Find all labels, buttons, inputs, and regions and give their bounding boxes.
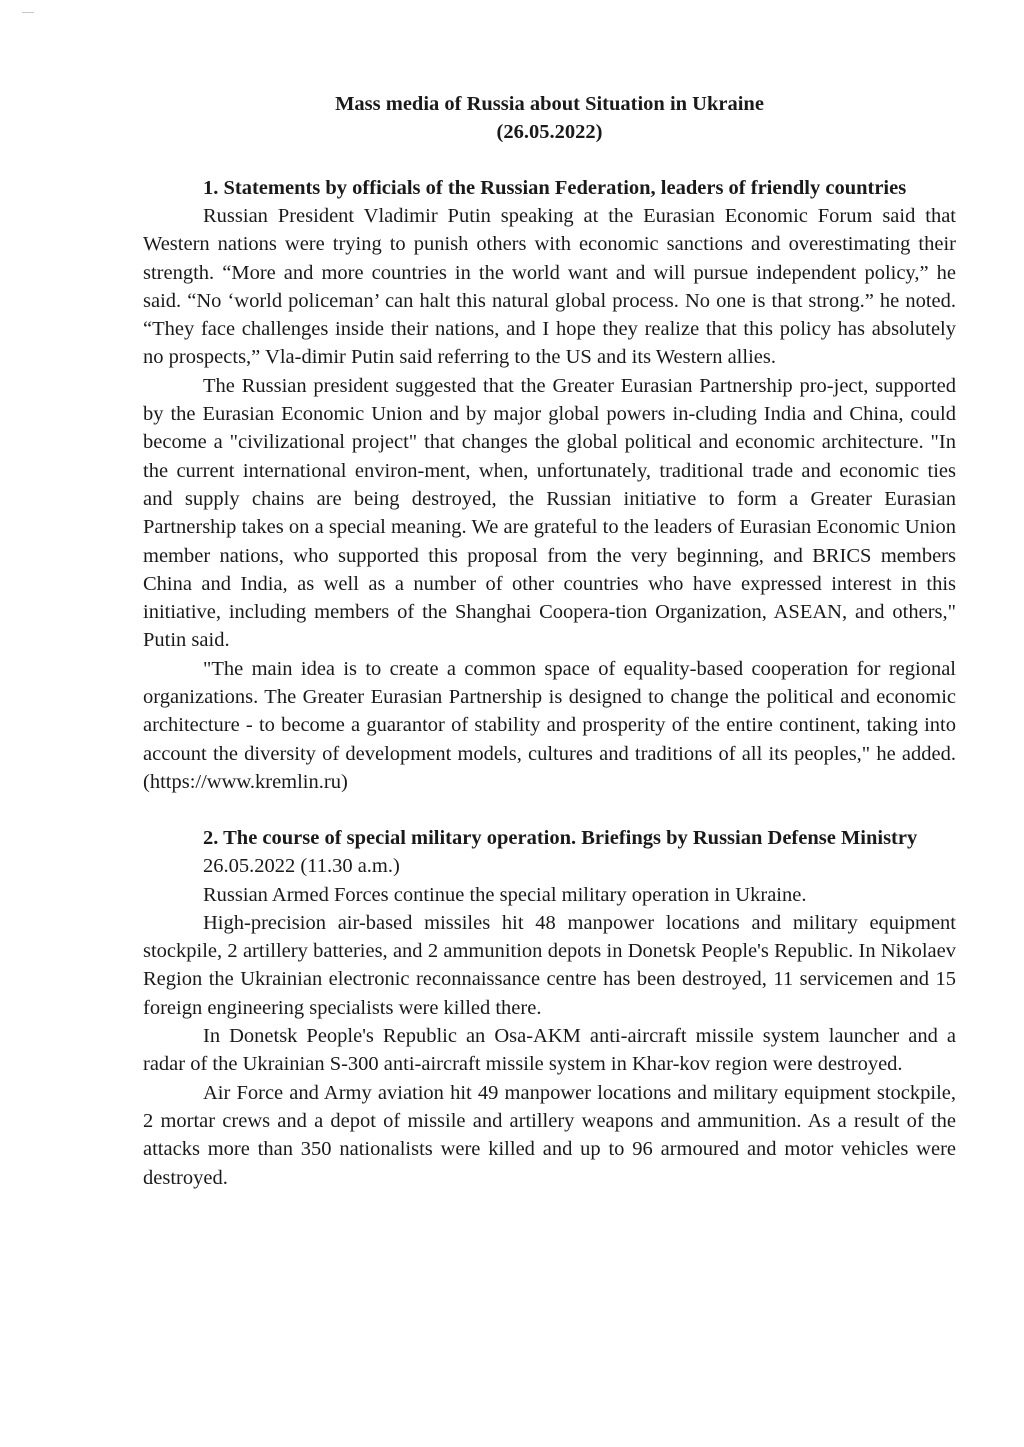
title-line-1: Mass media of Russia about Situation in Ukraine — [335, 93, 764, 115]
paragraph: The Russian president suggested that the Greater Eurasian Partnership pro-ject, supported by the Eurasian Economic Union and by major global powers in-cluding India and China, could become a "civilizational project" that changes the global political and economic architecture. "In the current international environ-ment, when, unfortunately, traditional trade and economic ties and supply chains are being destroyed, the Russian initiative to form a Greater Eurasian Partnership takes on a special meaning. We are grateful to the leaders of Eurasian Economic Union member nations, who supported this proposal from the very beginning, and BRICS members China and India, as well as a number of other countries who have expressed interest in this initiative, including members of the Shanghai Coopera-tion Organization, ASEAN, and others," Putin said. — [143, 374, 956, 652]
document-title — [143, 90, 956, 146]
paragraph: "The main idea is to create a common space of equality-based cooperation for regional organizations. The Greater Eurasian Partnership is designed to change the political and economic architecture - to become a guarantor of stability and prosperity of the entire continent, taking into account the diversity of development models, cultures and traditions of all its peoples," he added. (https://www.kremlin.ru) — [143, 657, 956, 793]
title-spacer — [143, 146, 956, 174]
paragraph: High-precision air-based missiles hit 48 manpower locations and military equipment stockpile, 2 artillery batteries, and 2 ammunition depots in Donetsk People's Republic. In Nikolaev Region the Ukrainian electronic reconnaissance centre has been destroyed, 11 servicemen and 15 foreign engineering specialists were killed there. — [143, 911, 956, 1019]
section-military-operation — [143, 824, 956, 1192]
paragraph: Russian Armed Forces continue the special military operation in Ukraine. — [203, 883, 807, 906]
paragraph: Air Force and Army aviation hit 49 manpower locations and military equipment stockpile, 2 mortar crews and a depot of missile and artillery weapons and ammunition. As a result of the attacks more than 350 nationalists were killed and up to 96 armoured and motor vehicles were destroyed. — [143, 1081, 956, 1189]
section-heading: 1. Statements by officials of the Russian Federation, leaders of friendly countries — [203, 177, 907, 199]
scan-mark — [22, 12, 34, 13]
title-line-2: (26.05.2022) — [496, 121, 603, 143]
briefing-date: 26.05.2022 (11.30 a.m.) — [203, 855, 400, 878]
document-body — [143, 90, 956, 1192]
paragraph: In Donetsk People's Republic an Osa-AKM anti-aircraft missile system launcher and a radar of the Ukrainian S-300 anti-aircraft missile system in Khar-kov region were destroyed. — [143, 1025, 956, 1076]
paragraph: Russian President Vladimir Putin speaking at the Eurasian Economic Forum said that Western nations were trying to punish others with economic sanctions and overestimating their strength. “More and more countries in the world want and will pursue independent policy,” he said. “No ‘world policeman’ can halt this natural global process. No one is that strong.” he noted. “They face challenges inside their nations, and I hope they realize that this policy has absolutely no prospects,” Vla-dimir Putin said referring to the US and its Western allies. — [143, 205, 956, 369]
section-heading: 2. The course of special military operation. Briefings by Russian Defense Ministry — [203, 827, 918, 850]
section-spacer — [143, 796, 956, 824]
section-statements — [143, 174, 956, 796]
